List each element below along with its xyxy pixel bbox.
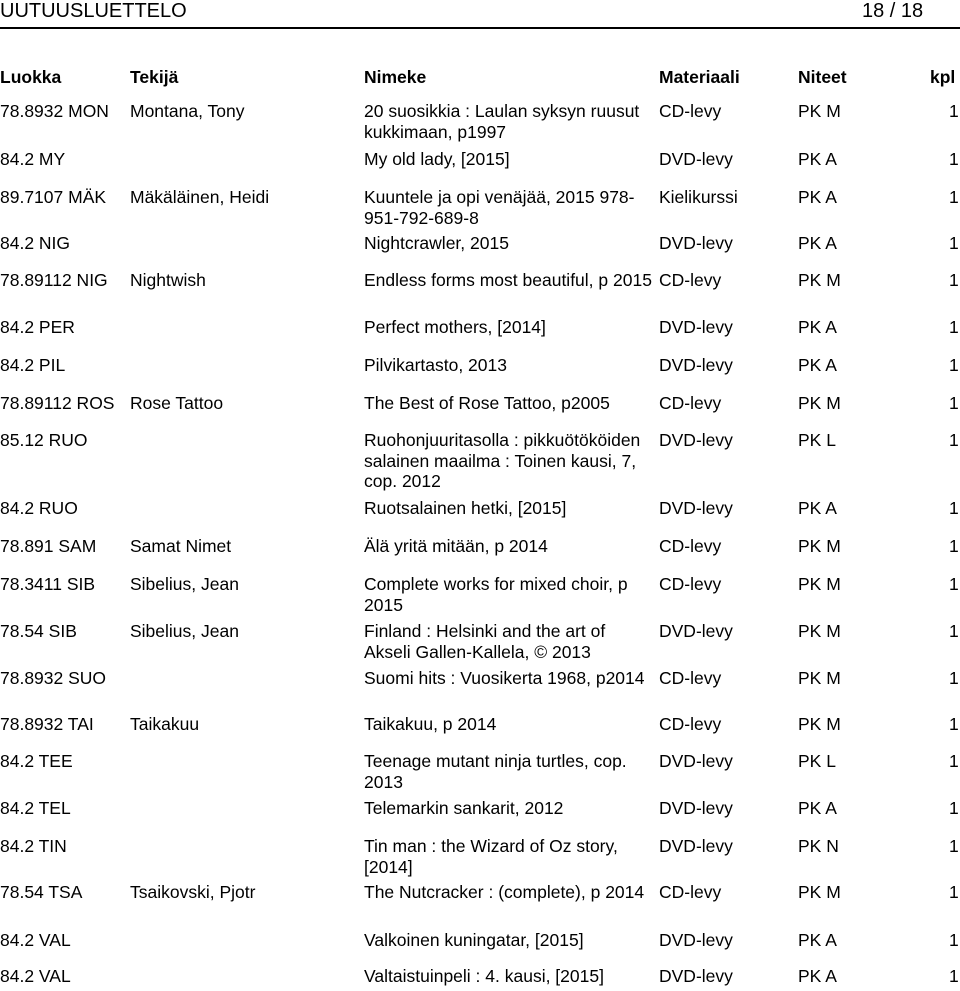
cell-nimeke: Valkoinen kuningatar, [2015] <box>364 930 584 950</box>
cell-kpl: 1 <box>949 966 959 986</box>
cell-materiaali: DVD-levy <box>659 798 733 818</box>
cell-niteet: PK A <box>798 966 837 986</box>
cell-kpl: 1 <box>949 574 959 594</box>
cell-nimeke: Complete works for mixed choir, p 2015 <box>364 574 628 615</box>
cell-materiaali: CD-levy <box>659 574 722 594</box>
cell-kpl: 1 <box>949 149 959 169</box>
cell-nimeke: Kuuntele ja opi venäjää, 2015 978-951-792-689-8 <box>364 187 635 228</box>
cell-nimeke: Nightcrawler, 2015 <box>364 233 509 253</box>
cell-luokka: 85.12 RUO <box>0 430 88 450</box>
cell-niteet: PK M <box>798 270 841 290</box>
cell-nimeke: Perfect mothers, [2014] <box>364 317 546 337</box>
cell-kpl: 1 <box>949 393 959 413</box>
cell-materiaali: DVD-levy <box>659 355 733 375</box>
cell-nimeke: Pilvikartasto, 2013 <box>364 355 507 375</box>
column-headers <box>0 67 960 89</box>
cell-luokka: 78.891 SAM <box>0 536 97 556</box>
cell-niteet: PK M <box>798 536 841 556</box>
cell-tekija: Montana, Tony <box>130 101 245 121</box>
cell-luokka: 78.54 SIB <box>0 621 77 641</box>
cell-materiaali: CD-levy <box>659 668 722 688</box>
cell-luokka: 84.2 TEL <box>0 798 71 818</box>
cell-kpl: 1 <box>949 751 959 771</box>
cell-materiaali: CD-levy <box>659 536 722 556</box>
header-kpl: kpl <box>930 67 956 87</box>
cell-materiaali: CD-levy <box>659 882 722 902</box>
page-title: UUTUUSLUETTELO <box>0 0 187 22</box>
cell-luokka: 78.8932 TAI <box>0 714 94 734</box>
cell-kpl: 1 <box>949 882 959 902</box>
cell-tekija: Sibelius, Jean <box>130 621 239 641</box>
cell-luokka: 78.89112 NIG <box>0 270 108 290</box>
cell-niteet: PK A <box>798 187 837 207</box>
cell-kpl: 1 <box>949 930 959 950</box>
cell-materiaali: CD-levy <box>659 714 722 734</box>
header-divider <box>0 27 960 29</box>
cell-kpl: 1 <box>949 187 959 207</box>
header-nimeke: Nimeke <box>364 67 427 87</box>
header-niteet: Niteet <box>798 67 847 87</box>
cell-niteet: PK A <box>798 317 837 337</box>
cell-materiaali: Kielikurssi <box>659 187 738 207</box>
cell-materiaali: DVD-levy <box>659 233 733 253</box>
cell-materiaali: DVD-levy <box>659 621 733 641</box>
cell-materiaali: DVD-levy <box>659 930 733 950</box>
cell-kpl: 1 <box>949 317 959 337</box>
cell-materiaali: CD-levy <box>659 270 722 290</box>
cell-nimeke: The Nutcracker : (complete), p 2014 <box>364 882 645 902</box>
cell-nimeke: 20 suosikkia : Laulan syksyn ruusut kukkimaan, p1997 <box>364 101 640 142</box>
cell-nimeke: My old lady, [2015] <box>364 149 510 169</box>
header-luokka: Luokka <box>0 67 62 87</box>
page-number: 18 / 18 <box>862 0 924 22</box>
cell-kpl: 1 <box>949 836 959 856</box>
cell-kpl: 1 <box>949 798 959 818</box>
cell-luokka: 84.2 VAL <box>0 930 71 950</box>
cell-luokka: 84.2 MY <box>0 149 66 169</box>
cell-tekija: Sibelius, Jean <box>130 574 239 594</box>
cell-luokka: 89.7107 MÄK <box>0 187 107 207</box>
cell-kpl: 1 <box>949 270 959 290</box>
cell-materiaali: DVD-levy <box>659 498 733 518</box>
cell-luokka: 78.8932 SUO <box>0 668 107 688</box>
cell-kpl: 1 <box>949 101 959 121</box>
cell-nimeke: Valtaistuinpeli : 4. kausi, [2015] <box>364 966 604 986</box>
cell-kpl: 1 <box>949 714 959 734</box>
cell-luokka: 78.89112 ROS <box>0 393 115 413</box>
cell-niteet: PK A <box>798 930 837 950</box>
cell-nimeke: Endless forms most beautiful, p 2015 <box>364 270 652 290</box>
cell-tekija: Nightwish <box>130 270 206 290</box>
cell-niteet: PK L <box>798 751 836 771</box>
cell-kpl: 1 <box>949 498 959 518</box>
cell-luokka: 84.2 RUO <box>0 498 78 518</box>
cell-niteet: PK M <box>798 101 841 121</box>
cell-nimeke: Taikakuu, p 2014 <box>364 714 497 734</box>
cell-luokka: 78.8932 MON <box>0 101 109 121</box>
cell-luokka: 84.2 NIG <box>0 233 71 253</box>
cell-niteet: PK A <box>798 355 837 375</box>
cell-niteet: PK M <box>798 714 841 734</box>
cell-nimeke: Tin man : the Wizard of Oz story, [2014] <box>364 836 618 877</box>
cell-materiaali: DVD-levy <box>659 317 733 337</box>
cell-luokka: 84.2 TEE <box>0 751 73 771</box>
cell-nimeke: Älä yritä mitään, p 2014 <box>364 536 548 556</box>
cell-tekija: Taikakuu <box>130 714 200 734</box>
cell-luokka: 84.2 TIN <box>0 836 67 856</box>
cell-kpl: 1 <box>949 355 959 375</box>
cell-nimeke: Ruotsalainen hetki, [2015] <box>364 498 567 518</box>
cell-materiaali: DVD-levy <box>659 149 733 169</box>
cell-luokka: 78.54 TSA <box>0 882 83 902</box>
cell-kpl: 1 <box>949 430 959 450</box>
cell-nimeke: The Best of Rose Tattoo, p2005 <box>364 393 610 413</box>
header-materiaali: Materiaali <box>659 67 740 87</box>
cell-niteet: PK M <box>798 668 841 688</box>
cell-materiaali: CD-levy <box>659 393 722 413</box>
cell-materiaali: DVD-levy <box>659 966 733 986</box>
cell-niteet: PK M <box>798 574 841 594</box>
cell-materiaali: DVD-levy <box>659 751 733 771</box>
cell-tekija: Rose Tattoo <box>130 393 224 413</box>
cell-luokka: 84.2 PER <box>0 317 75 337</box>
header-tekija: Tekijä <box>130 67 179 87</box>
cell-luokka: 84.2 PIL <box>0 355 66 375</box>
cell-nimeke: Teenage mutant ninja turtles, cop. 2013 <box>364 751 627 792</box>
cell-tekija: Mäkäläinen, Heidi <box>130 187 270 207</box>
cell-materiaali: DVD-levy <box>659 430 733 450</box>
cell-niteet: PK L <box>798 430 836 450</box>
cell-niteet: PK A <box>798 149 837 169</box>
cell-nimeke: Telemarkin sankarit, 2012 <box>364 798 564 818</box>
cell-kpl: 1 <box>949 621 959 641</box>
cell-niteet: PK N <box>798 836 839 856</box>
cell-tekija: Tsaikovski, Pjotr <box>130 882 256 902</box>
cell-niteet: PK M <box>798 621 841 641</box>
cell-luokka: 78.3411 SIB <box>0 574 96 594</box>
cell-kpl: 1 <box>949 233 959 253</box>
cell-kpl: 1 <box>949 668 959 688</box>
cell-nimeke: Suomi hits : Vuosikerta 1968, p2014 <box>364 668 645 688</box>
cell-kpl: 1 <box>949 536 959 556</box>
cell-niteet: PK A <box>798 798 837 818</box>
cell-nimeke: Finland : Helsinki and the art of Akseli Gallen-Kallela, © 2013 <box>364 621 606 662</box>
cell-luokka: 84.2 VAL <box>0 966 71 986</box>
cell-niteet: PK A <box>798 498 837 518</box>
cell-nimeke: Ruohonjuuritasolla : pikkuötököiden salainen maailma : Toinen kausi, 7, cop. 2012 <box>364 430 641 491</box>
cell-tekija: Samat Nimet <box>130 536 232 556</box>
cell-niteet: PK M <box>798 393 841 413</box>
cell-niteet: PK M <box>798 882 841 902</box>
cell-niteet: PK A <box>798 233 837 253</box>
cell-materiaali: CD-levy <box>659 101 722 121</box>
cell-materiaali: DVD-levy <box>659 836 733 856</box>
